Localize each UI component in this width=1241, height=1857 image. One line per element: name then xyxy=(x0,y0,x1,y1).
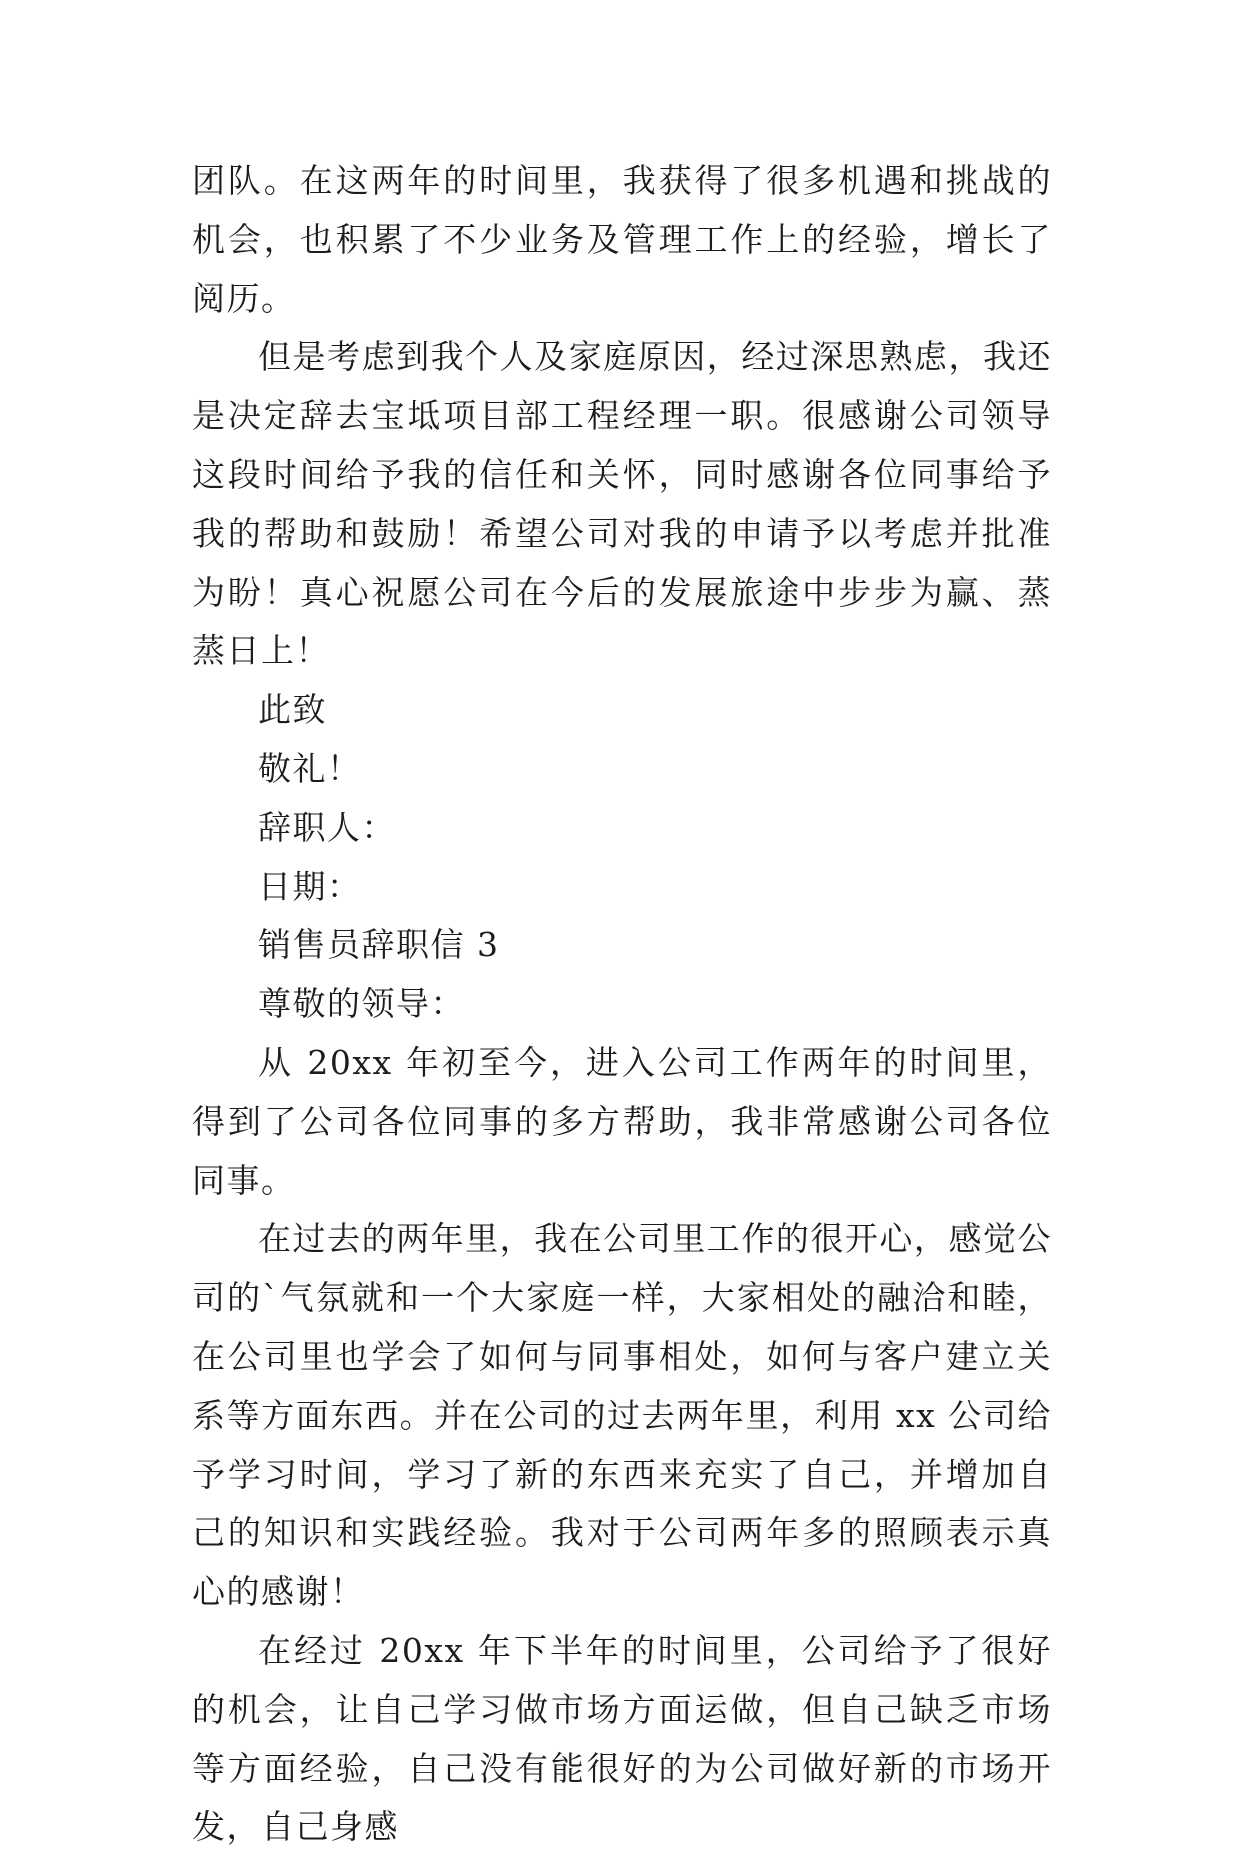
section-title: 销售员辞职信 3 xyxy=(258,925,500,965)
salutation: 尊敬的领导： xyxy=(258,984,465,1024)
body-paragraph-2: 在过去的两年里，我在公司里工作的很开心，感觉公司的`气氛就和一个大家庭一样，大家相处的融洽和睦，在公司里也学会了如何与同事相处，如何与客户建立关系等方面东西。并在公司的过去两年里，利用 xx 公司给予学习时间，学习了新的东西来充实了自己，并增加自己的知识和实践经验。我对于公司两年多的照顾表示真心的感谢！ xyxy=(192,1219,1052,1612)
closing-salute: 敬礼！ xyxy=(258,748,362,788)
paragraph-continuation: 团队。在这两年的时间里，我获得了很多机遇和挑战的机会，也积累了不少业务及管理工作上的经验，增长了阅历。 xyxy=(192,161,1052,318)
resigner-label: 辞职人： xyxy=(258,807,396,847)
closing-greeting: 此致 xyxy=(258,690,327,730)
body-paragraph-3: 在经过 20xx 年下半年的时间里，公司给予了很好的机会，让自己学习做市场方面运做，但自己缺乏市场等方面经验，自己没有能很好的为公司做好新的市场开发，自己身感 xyxy=(192,1630,1052,1847)
document-body xyxy=(192,152,1052,1857)
date-label: 日期： xyxy=(258,866,362,906)
paragraph-resignation-reason: 但是考虑到我个人及家庭原因，经过深思熟虑，我还是决定辞去宝坻项目部工程经理一职。很感谢公司领导这段时间给予我的信任和关怀，同时感谢各位同事给予我的帮助和鼓励！希望公司对我的申请予以考虑并批准为盼！真心祝愿公司在今后的发展旅途中步步为赢、蒸蒸日上！ xyxy=(192,337,1052,671)
body-paragraph-1: 从 20xx 年初至今，进入公司工作两年的时间里，得到了公司各位同事的多方帮助，我非常感谢公司各位同事。 xyxy=(192,1042,1052,1200)
